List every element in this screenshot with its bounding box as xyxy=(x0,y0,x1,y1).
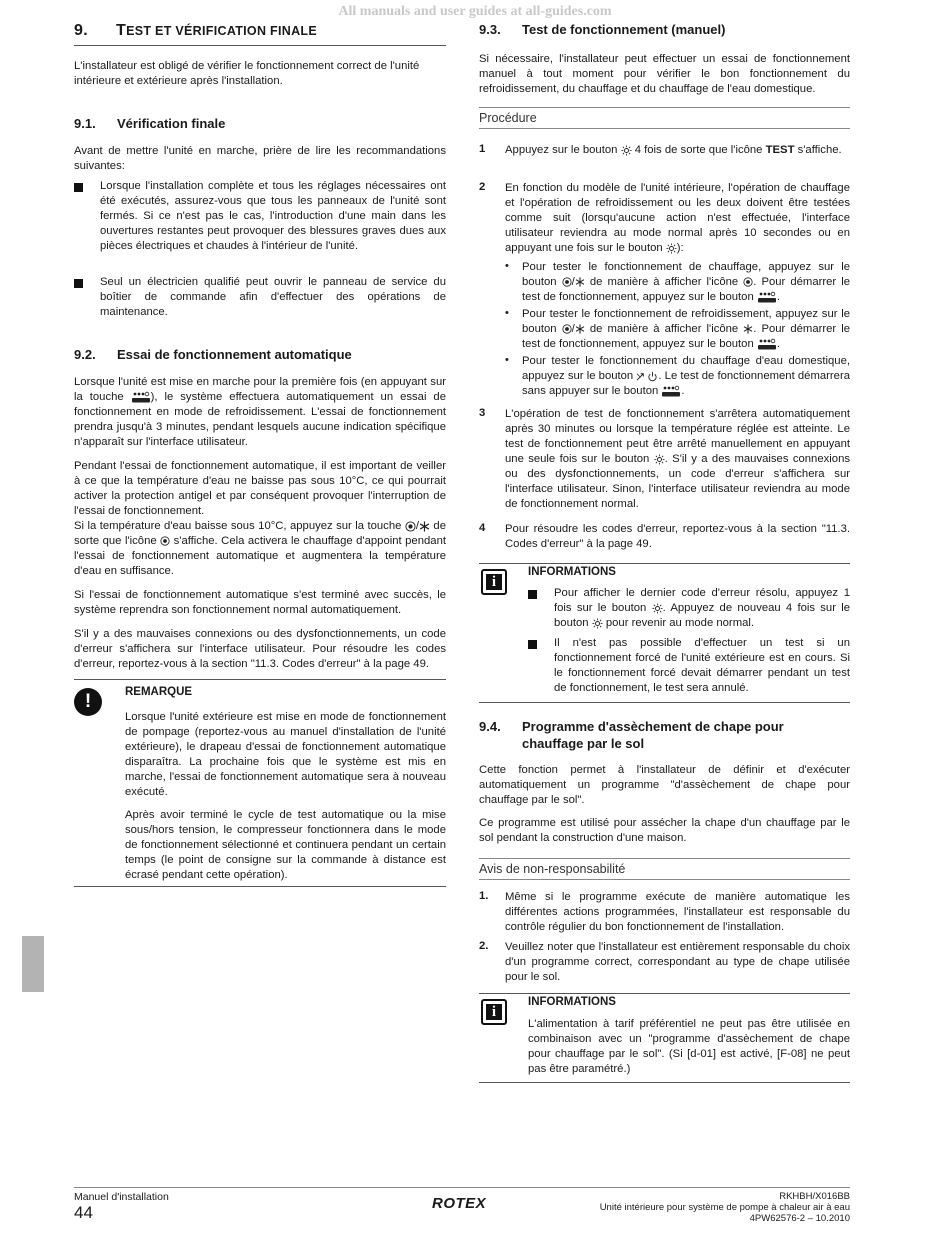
info1-end: pour revenir au mode normal. xyxy=(605,617,755,629)
step-text xyxy=(505,143,850,158)
remark-paragraph-2: Après avoir terminé le cycle de test automatique ou la mise sous/hors tension, le compresseur fonctionnera dans le mode de fonctionnement sélectionné et continuera pendant un certain temps (le point de consigne sur la commande à distance est écrasé pendant cette opération). xyxy=(125,809,446,881)
s92-paragraph-3: Si la température d'eau baisse sous 10°C, appuyez sur la touche / de sorte que l'icône s'affiche. Cela activera le chauffage d'appoint pendant l'essai de fonctionnement automatique et augmentera la température d'eau en suffisance. xyxy=(74,520,446,577)
remark-top-divider xyxy=(74,679,446,680)
bullet3-end: . Le test de fonctionnement démarrera sans appuyer sur le bouton xyxy=(522,370,850,397)
info-top-divider xyxy=(479,563,850,564)
info2-text: L'alimentation à tarif préférentiel ne peut pas être utilisée en combinaison avec un "programme d'assèchement de chape pour chauffage par le sol". (Si [d-01] est activé, [F-08] ne peut pas être paramétré.) xyxy=(528,1018,850,1075)
procedure-step xyxy=(479,522,850,552)
footer-product: Unité intérieure pour système de pompe à chaleur air à eau xyxy=(599,1202,850,1213)
procedure-step xyxy=(479,181,850,256)
heading-9-3 xyxy=(479,22,725,37)
heading-9-4-number: 9.4. xyxy=(479,719,501,734)
step-text xyxy=(505,407,850,512)
s94-paragraph-2: Ce programme est utilisé pour assécher la chape d'un chauffage par le sol pendant la construction d'une maison. xyxy=(479,817,850,844)
warning-icon: ! xyxy=(74,688,102,716)
s92-paragraph-5: S'il y a des mauvaises connexions ou des dysfonctionnements, un code d'erreur s'affichera sur l'interface utilisateur. Pour résoudre les codes d'erreur, reportez-vous à la section "11.3. Codes d'erreur" à la page 49. xyxy=(74,628,446,670)
cool-mode-icon xyxy=(575,324,585,334)
info-item-text xyxy=(554,586,850,631)
power-icon xyxy=(647,371,658,382)
test-label: TEST xyxy=(765,144,795,156)
heading-9-2-number: 9.2. xyxy=(74,347,96,362)
heading-9-3-title: Test de fonctionnement (manuel) xyxy=(522,22,726,37)
inspection-test-button-icon xyxy=(592,618,603,629)
heading-9-4-title-line2: chauffage par le sol xyxy=(522,736,645,751)
bullet1-start: Pour tester le fonctionnement de chauffage, appuyez sur le bouton xyxy=(522,261,850,288)
step2-start: En fonction du modèle de l'unité intérieure, l'opération de chauffage et l'opération de refroidissement ou les deux doivent être testées comme suit (lorsqu'aucune action n'est effectuée, l'interface utilisateur reviendra au mode normal après 10 secondes ou en appuyant une fois sur le bouton xyxy=(505,182,850,254)
procedure-sub-bullet xyxy=(505,307,850,352)
s92-paragraph-4: Si l'essai de fonctionnement automatique s'est terminé avec succès, le système reprendra son fonctionnement normal automatiquement. xyxy=(74,589,446,616)
inspection-test-button-icon xyxy=(621,145,632,156)
brand-logo: ROTEX xyxy=(432,1195,487,1212)
info-icon: i xyxy=(481,569,507,595)
s91-lead: Avant de mettre l'unité en marche, prière de lire les recommandations suivantes: xyxy=(74,145,446,172)
page-number: 44 xyxy=(74,1203,93,1222)
procedure-label: Procédure xyxy=(479,111,537,125)
square-bullet-icon xyxy=(74,183,83,192)
hot-water-tap-icon xyxy=(636,371,647,382)
bullet2-start: Pour tester le fonctionnement de refroidissement, appuyez sur le bouton xyxy=(522,308,850,335)
info-title: INFORMATIONS xyxy=(528,566,616,578)
step1-mid: 4 fois de sorte que l'icône xyxy=(634,144,763,156)
footer-document-info xyxy=(600,1191,850,1224)
s92-paragraph-1 xyxy=(74,375,446,450)
procedure-step xyxy=(479,143,850,158)
s91-item-text: Seul un électricien qualifié peut ouvrir le panneau de service du boîtier de commande afin d'effectuer des opérations de maintenance. xyxy=(100,276,446,318)
watermark: All manuals and user guides at all-guides.com xyxy=(338,4,612,19)
on-off-button-icon xyxy=(757,338,777,350)
inspection-test-button-icon xyxy=(666,243,677,254)
heat-mode-icon xyxy=(562,324,572,334)
s93-lead: Si nécessaire, l'installateur peut effectuer un essai de fonctionnement manuel à tout moment pour vérifier le bon fonctionnement du refroidissement, du chauffage et du chauffage de l'eau domestique. xyxy=(479,53,850,95)
info2-title: INFORMATIONS xyxy=(528,996,616,1008)
section-number: 9. xyxy=(74,22,88,39)
info2-body xyxy=(528,1017,850,1077)
heading-9-4 xyxy=(479,718,784,752)
procedure-step xyxy=(479,407,850,512)
s91-lead-block xyxy=(74,144,446,174)
sub-bullet-text: Pour tester le fonctionnement de refroidissement, appuyez sur le bouton / de manière à afficher l'icône . Pour démarrer le test de fonctionnement, appuyez sur le bouton . xyxy=(522,308,851,350)
s94-paragraph-1: Cette fonction permet à l'installateur de définir et d'exécuter automatiquement un programme "d'assèchement de chape pour chauffage par le sol". xyxy=(479,764,850,806)
step-text: Pour résoudre les codes d'erreur, reportez-vous à la section "11.3. Codes d'erreur" à la page 49. xyxy=(505,523,850,550)
on-off-button-icon xyxy=(131,391,151,403)
intro-text-block xyxy=(74,59,446,89)
s92-paragraph-4-block xyxy=(74,588,446,618)
disclaimer-item-text: Même si le programme exécute de manière automatique les différentes actions programmées, l'installateur est responsable du contrôle régulier du bon fonctionnement de l'installation. xyxy=(505,891,850,933)
square-bullet-icon xyxy=(74,279,83,288)
on-off-button-icon xyxy=(661,385,681,397)
footer-divider xyxy=(74,1187,850,1188)
info-icon: i xyxy=(481,999,507,1025)
step-number: 2 xyxy=(479,181,486,193)
s92-p1-end: ), le système effectuera automatiquement un essai de fonctionnement en mode de refroidissement. L'essai de fonctionnement prendra jusqu'à 3 minutes, pendant lesquels aucune indication spécifique n'apparaît sur l'interface utilisateur. xyxy=(74,391,446,448)
cool-mode-icon xyxy=(743,324,753,334)
s92-p3-start: Si la température d'eau baisse sous 10°C, appuyez sur la touche xyxy=(74,520,402,532)
square-bullet-icon xyxy=(528,590,537,599)
section-title-rest: EST ET VÉRIFICATION FINALE xyxy=(126,24,317,38)
cool-mode-icon xyxy=(575,277,585,287)
step1-start: Appuyez sur le bouton xyxy=(505,144,618,156)
inspection-test-button-icon xyxy=(652,603,663,614)
procedure-top-divider xyxy=(479,107,850,108)
footer-model: RKHBH/X016BB xyxy=(779,1191,850,1202)
step-number: 3 xyxy=(479,407,486,419)
square-bullet-icon xyxy=(528,640,537,649)
s92-paragraph-2: Pendant l'essai de fonctionnement automatique, il est important de veiller à ce que la température d'eau ne baisse pas sous 10°C, ce qui pourrait activer la protection antigel et par conséquent provoquer l'interruption de l'essai de fonctionnement. xyxy=(74,460,446,517)
bullet3-start: Pour tester le fonctionnement du chauffage d'eau domestique, appuyez sur le bouton xyxy=(522,355,850,382)
info2-bottom-divider xyxy=(479,1082,850,1083)
heading-9-2 xyxy=(74,347,352,362)
intro-paragraph: L'installateur est obligé de vérifier le fonctionnement correct de l'unité intérieure et extérieure après l'installation. xyxy=(74,60,420,87)
disclaimer-item-number: 1. xyxy=(479,890,489,902)
heading-9-1-title: Vérification finale xyxy=(117,116,226,131)
procedure-sub-bullet xyxy=(505,354,850,399)
heat-mode-icon xyxy=(562,277,572,287)
remark-title: REMARQUE xyxy=(125,686,193,698)
disclaimer-top-divider xyxy=(479,858,850,859)
heading-9-4-title-line1: Programme d'assèchement de chape pour xyxy=(522,719,784,734)
s93-lead-block xyxy=(479,52,850,97)
bullet2-mid: de manière à afficher l'icône xyxy=(589,323,739,335)
bullet2-end: . Pour démarrer le test de fonctionnement, appuyez sur le bouton xyxy=(522,323,851,350)
dot-bullet: • xyxy=(505,354,509,366)
procedure-bottom-divider xyxy=(479,128,850,129)
section-heading-9 xyxy=(74,22,317,40)
cool-mode-icon xyxy=(419,521,430,532)
s91-list-item xyxy=(74,275,446,320)
s91-list-item xyxy=(74,179,446,254)
sub-bullet-text: Pour tester le fonctionnement de chauffage, appuyez sur le bouton / de manière à afficher l'icône . Pour démarrer le test de fonctionnement, appuyez sur le bouton . xyxy=(522,261,851,303)
s94-paragraph-block xyxy=(479,763,850,846)
info-item-text: Il n'est pas possible d'effectuer un test si un fonctionnement forcé de l'unité extérieure est en cours. Si le fonctionnement forcé devait démarrer pendant un test de fonctionnement, le test sera annulé. xyxy=(554,637,850,694)
disclaimer-item xyxy=(479,890,850,935)
disclaimer-item-number: 2. xyxy=(479,940,489,952)
s91-item-text: Lorsque l'installation complète et tous les réglages nécessaires ont été exécutés, assurez-vous que tous les panneaux de l'unité sont fermés. Si ce n'est pas le cas, l'introduction d'une main dans les ouvertures restantes peut provoquer des blessures graves dues aux pièces électriques et chaudes à l'intérieur de l'unité. xyxy=(100,180,446,252)
remark-paragraph-1: Lorsque l'unité extérieure est mise en mode de fonctionnement de pompage (reportez-vous au manuel d'installation de l'unité extérieure), le drapeau d'essai de fonctionnement automatique disparaîtra. La prochaine fois que le système est mis en marche, l'essai de fonctionnement automatique sera à nouveau exécuté. xyxy=(125,711,446,798)
s92-p1-start: Lorsque l'unité est mise en marche pour la première fois (en appuyant sur la touche xyxy=(74,376,446,403)
sub-bullet-text: Pour tester le fonctionnement du chauffage d'eau domestique, appuyez sur le bouton . Le test de fonctionnement démarrera sans appuyer sur le bouton . xyxy=(522,355,850,397)
step3-end: . S'il y a des mauvaises connexions ou des dysfonctionnements, un code d'erreur s'affichera sur l'interface utilisateur. Sinon, l'interface utilisateur reviendra au mode de fonctionnement normal. xyxy=(505,453,850,510)
s92-paragraph-1-block xyxy=(74,375,446,450)
info2-top-divider xyxy=(479,993,850,994)
procedure-sub-bullet xyxy=(505,260,850,305)
remark-body xyxy=(125,710,446,883)
bullet1-mid: de manière à afficher l'icône xyxy=(589,276,739,288)
footer-doc-code: 4PW62576-2 – 10.2010 xyxy=(749,1213,850,1224)
info1-start: Pour afficher le dernier code d'erreur résolu, appuyez 1 fois sur le bouton xyxy=(554,587,850,614)
chapter-tab-marker xyxy=(22,936,44,992)
step-number: 4 xyxy=(479,522,486,534)
footer-manual-label: Manuel d'installation xyxy=(74,1191,169,1203)
heat-mode-icon xyxy=(160,536,170,546)
step3-start: L'opération de test de fonctionnement s'arrêtera automatiquement après 30 minutes ou lorsque la température réglée est atteinte. Le test de fonctionnement peut être arrêté manuellement en appuyant une seule fois sur le bouton xyxy=(505,408,850,465)
heading-9-1 xyxy=(74,116,225,131)
inspection-test-button-icon xyxy=(654,454,665,465)
dot-bullet: • xyxy=(505,307,509,319)
disclaimer-label: Avis de non-responsabilité xyxy=(479,862,626,876)
s92-p3-end: s'affiche. Cela activera le chauffage d'appoint pendant l'essai de fonctionnement automatique et augmentera la température d'eau en suffisance. xyxy=(74,535,446,577)
step-number: 1 xyxy=(479,143,486,155)
info-list-item xyxy=(528,636,850,696)
heading-9-1-number: 9.1. xyxy=(74,116,96,131)
step1-end: s'affiche. xyxy=(797,144,842,156)
heat-mode-icon xyxy=(743,277,753,287)
heading-divider xyxy=(74,45,446,46)
dot-bullet: • xyxy=(505,260,509,272)
info-bottom-divider xyxy=(479,702,850,703)
s92-p3-mid: de sorte que l'icône xyxy=(74,520,446,547)
heading-9-2-title: Essai de fonctionnement automatique xyxy=(117,347,352,362)
info-list-item xyxy=(528,586,850,631)
s92-paragraph-5-block xyxy=(74,627,446,672)
step-text xyxy=(505,181,850,256)
on-off-button-icon xyxy=(757,291,777,303)
section-title-initial: T xyxy=(116,22,127,39)
s92-paragraph-2-block xyxy=(74,459,446,579)
heat-mode-icon xyxy=(405,521,416,532)
remark-bottom-divider xyxy=(74,886,446,887)
heading-9-3-number: 9.3. xyxy=(479,22,501,37)
step2-end: ): xyxy=(676,242,684,254)
disclaimer-bottom-divider xyxy=(479,879,850,880)
info1-mid: . Appuyez de nouveau 4 fois sur le bouton xyxy=(554,602,850,629)
bullet1-end: . Pour démarrer le test de fonctionnement, appuyez sur le bouton xyxy=(522,276,851,303)
disclaimer-item xyxy=(479,940,850,985)
disclaimer-item-text: Veuillez noter que l'installateur est entièrement responsable du choix d'un programme correct, correspondant au type de chape utilisée pour le sol. xyxy=(505,941,850,983)
